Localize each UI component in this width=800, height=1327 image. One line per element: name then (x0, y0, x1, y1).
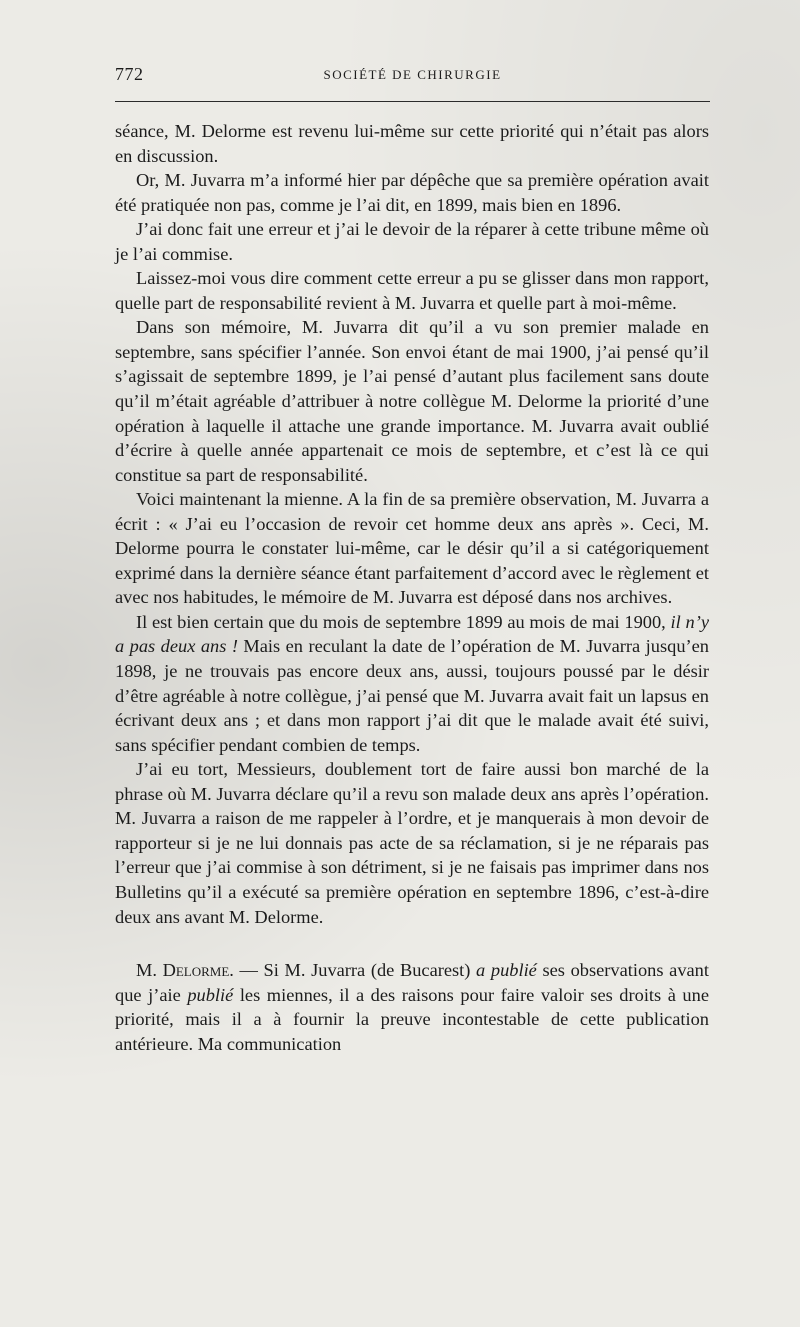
paragraph-5: Dans son mémoire, M. Juvarra dit qu’il a vu son premier malade en septembre, sans spécifier l’année. Son envoi étant de mai 1900, j’ai pensé qu’il s’agissait de septembre 1899, je l’ai pensé d’autant plus facilement sans doute qu’il m’était agréable d’attribuer à notre collègue M. Delorme la priorité d’une opération à laquelle il attache une grande importance. M. Juvarra avait oublié d’écrire à quelle année appartenait ce mois de septembre, et c’est là ce qui constitue sa part de responsabilité. (115, 317, 709, 485)
body-text (115, 119, 709, 1056)
delorme-paragraph (115, 958, 709, 1056)
paragraph-7-text-b: Mais en reculant la date de l’opération de M. Juvarra jusqu’en 1898, je ne trouvais pas encore deux ans, aussi, toujours poussé par le désir d’être agréable à notre collègue, j’ai pensé que M. Juvarra avait fait un lapsus en écrivant deux ans ; et dans mon rapport j’ai dit que le malade avait été suivi, sans spécifier pendant combien de temps. (115, 636, 709, 755)
paragraph-7 (115, 610, 709, 757)
speaker-name: M. Delorme. (136, 960, 234, 981)
paragraph-6: Voici maintenant la mienne. A la fin de sa première observation, M. Juvarra a écrit : « J’ai eu l’occasion de revoir cet homme deux ans après ». Ceci, M. Delorme pourra le constater lui-même, car le désir qu’il a si catégoriquement exprimé dans la dernière séance étant parfaitement d’accord avec le règlement et avec nos habitudes, le mémoire de M. Juvarra est déposé dans nos archives. (115, 489, 709, 608)
paragraph-4: Laissez-moi vous dire comment cette erreur a pu se glisser dans mon rapport, quelle part de responsabilité revient à M. Juvarra et quelle part à moi-même. (115, 268, 709, 313)
paragraph-8: J’ai eu tort, Messieurs, doublement tort de faire aussi bon marché de la phrase où M. Juvarra déclare qu’il a revu son malade deux ans après l’opération. M. Juvarra a raison de me rappeler à l’ordre, et je manquerais à mon devoir de rapporteur si je ne lui donnais pas acte de sa réclamation, si je ne réparais pas l’erreur que j’ai commise à son détriment, si je ne faisais pas imprimer dans nos Bulletins qu’il a exécuté sa première opération en septembre 1896, c’est-à-dire deux ans avant M. Delorme. (115, 759, 709, 927)
paragraph-3: J’ai donc fait une erreur et j’ai le devoir de la réparer à cette tribune même où je l’ai commise. (115, 219, 709, 264)
running-title: SOCIÉTÉ DE CHIRURGIE (323, 67, 502, 82)
paragraph-2: Or, M. Juvarra m’a informé hier par dépêche que sa première opération avait été pratiquée non pas, comme je l’ai dit, en 1899, mais bien en 1896. (115, 170, 709, 215)
delorme-emphasis-1: a publié (476, 960, 537, 981)
delorme-emphasis-2: publié (187, 984, 234, 1005)
paragraph-1: séance, M. Delorme est revenu lui-même sur cette priorité qui n’était pas alors en discussion. (115, 121, 709, 166)
page-header (115, 62, 710, 88)
delorme-text-c: les miennes, il a des raisons pour faire valoir ses droits à une priorité, mais il a à fournir la preuve incontestable de cette publication antérieure. Ma communication (115, 984, 709, 1054)
paragraph-7-emphasis: il n’y a pas deux ans ! (115, 611, 709, 657)
paragraph-7-text-a: Il est bien certain que du mois de septembre 1899 au mois de mai 1900, (136, 611, 671, 632)
page-number: 772 (115, 64, 144, 84)
section-gap (115, 929, 709, 958)
delorme-text-a: — Si M. Juvarra (de Bucarest) (233, 960, 477, 981)
delorme-text-b: ses observations avant que j’aie (115, 960, 709, 1005)
header-rule (115, 101, 710, 102)
